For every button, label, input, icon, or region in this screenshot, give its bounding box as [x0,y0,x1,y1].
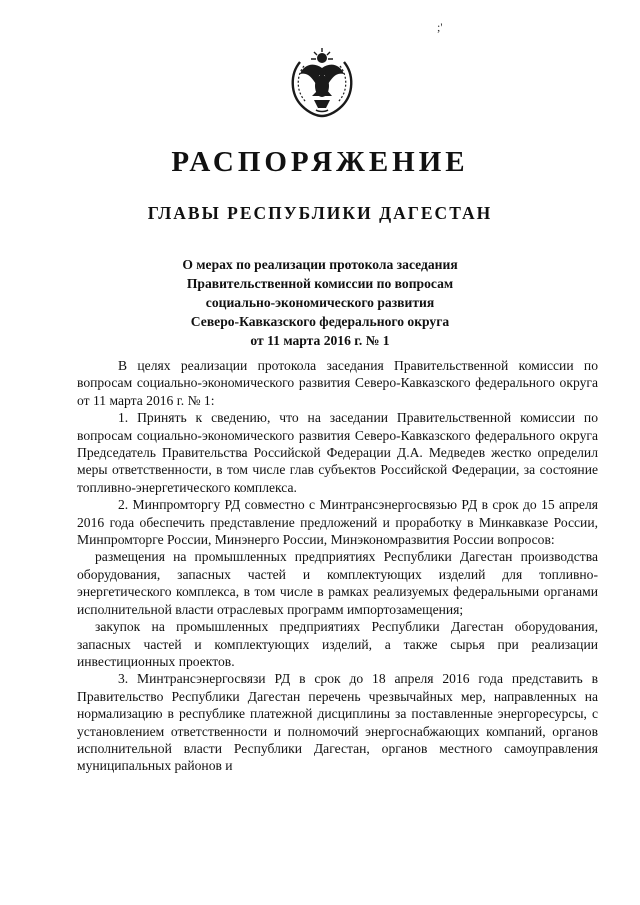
coat-of-arms-eagle-icon [286,44,358,120]
heading-line: от 11 марта 2016 г. № 1 [250,333,390,348]
intro-paragraph: В целях реализации протокола заседания Правительственной комиссии по вопросам социально-экономического развития Северо-Кавказского федерального округа от 11 марта 2016 г. № 1: [77,358,598,408]
item-3-paragraph: 3. Минтрансэнергосвязи РД в срок до 18 апреля 2016 года представить в Правительство Республики Дагестан перечень чрезвычайных мер, направленных на нормализацию в республике платежной дисциплины за поставленные энергоресурсы, с установлением ответственности и полномочий энергоснабжающих компаний, органов исполнительной власти Республики Дагестан, органов местного самоуправления муниципальных районов и [77,671,598,774]
heading-line: О мерах по реализации протокола заседания [182,257,458,272]
item-2-subitem-2: закупок на промышленных предприятиях Республики Дагестан оборудования, запасных частей и комплектующих изделий, а также сырья при реализации инвестиционных проектов. [77,619,598,669]
heading-line: Северо-Кавказского федерального округа [190,314,450,329]
document-heading [150,255,490,350]
document-subtitle: ГЛАВЫ РЕСПУБЛИКИ ДАГЕСТАН [147,203,493,223]
document-title: РАСПОРЯЖЕНИЕ [171,146,469,178]
item-2-subitem-1: размещения на промышленных предприятиях Республики Дагестан производства оборудования, запасных частей и комплектующих изделий для топливно-энергетического комплекса, в том числе в рамках реализуемых федеральными органами исполнительной власти отраслевых программ импортозамещения; [77,549,598,617]
item-1-paragraph: 1. Принять к сведению, что на заседании Правительственной комиссии по вопросам социально-экономического развития Северо-Кавказского федерального округа Председатель Правительства Российской Федерации Д.А. Медведев жестко определил меры ответственности, в том числе глав субъектов Российской Федерации, за состояние топливно-энергетического комплекса. [77,410,598,495]
item-2-paragraph: 2. Минпромторгу РД совместно с Минтрансэнергосвязью РД в срок до 15 апреля 2016 года обеспечить представление предложений и проработку в Минкавказе России, Минпромторге России, Минэнерго России, Минэкономразвития России вопросов: [77,497,598,548]
heading-line: Правительственной комиссии по вопросам [186,276,454,291]
document-body [77,357,598,775]
heading-line: социально-экономического развития [205,295,435,310]
stray-mark: ;' [437,20,443,34]
